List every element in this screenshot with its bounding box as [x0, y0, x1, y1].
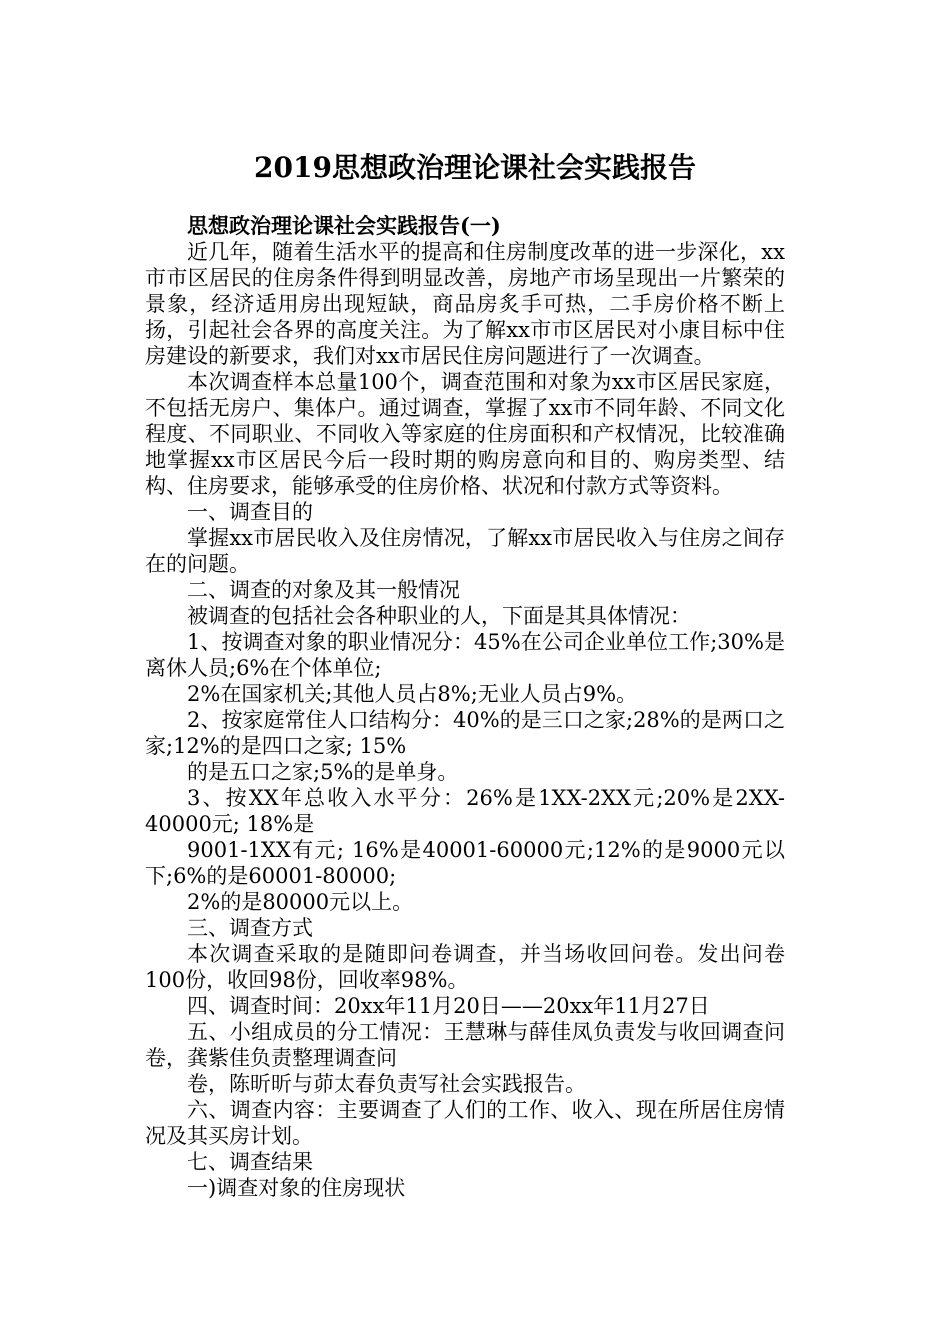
paragraph: 被调查的包括社会各种职业的人，下面是其具体情况： [187, 604, 691, 628]
section-heading: 五、小组成员的分工情况：王慧琳与薛佳凤负责发与收回调查问卷，龚紫佳负责整理调查问 [145, 1020, 785, 1070]
paragraph: 1、按调查对象的职业情况分：45%在公司企业单位工作;30%是离休人员;6%在个体单位; [145, 630, 785, 680]
section-heading: 二、调查的对象及其一般情况 [187, 578, 460, 602]
section-heading: 六、调查内容：主要调查了人们的工作、收入、现在所居住房情况及其买房计划。 [145, 1098, 785, 1148]
section-heading: 七、调查结果 [187, 1150, 313, 1174]
document-title: 2019思想政治理论课社会实践报告 [254, 151, 696, 184]
document-body [145, 213, 785, 1201]
paragraph: 9001-1XX有元; 16%是40001-60000元;12%的是9000元以下;6%的是60001-80000; [145, 838, 785, 888]
section-heading: 一)调查对象的住房现状 [187, 1176, 406, 1200]
section-subtitle: 思想政治理论课社会实践报告(一) [187, 213, 501, 238]
section-heading: 四、调查时间：20xx年11月20日——20xx年11月27日 [187, 994, 710, 1018]
paragraph: 卷，陈昕昕与茆太春负责写社会实践报告。 [187, 1072, 586, 1096]
paragraph: 近几年，随着生活水平的提高和住房制度改革的进一步深化，xx市市区居民的住房条件得到明显改善，房地产市场呈现出一片繁荣的景象，经济适用房出现短缺，商品房炙手可热，二手房价格不断上扬，引起社会各界的高度关注。为了解xx市市区居民对小康目标中住房建设的新要求，我们对xx市居民住房问题进行了一次调查。 [145, 240, 785, 368]
paragraph: 2%的是80000元以上。 [187, 890, 414, 914]
paragraph: 2、按家庭常住人口结构分：40%的是三口之家;28%的是两口之家;12%的是四口之家; 15% [145, 708, 785, 758]
paragraph: 掌握xx市居民收入及住房情况，了解xx市居民收入与住房之间存在的问题。 [145, 526, 785, 576]
paragraph: 3、按XX年总收入水平分：26%是1XX-2XX元;20%是2XX-40000元; 18%是 [145, 786, 785, 836]
section-heading: 一、调查目的 [187, 500, 313, 524]
paragraph: 本次调查采取的是随即问卷调查，并当场收回问卷。发出问卷100份，收回98份，回收率98%。 [145, 942, 785, 992]
paragraph: 的是五口之家;5%的是单身。 [187, 760, 459, 784]
section-heading: 三、调查方式 [187, 916, 313, 940]
paragraph: 本次调查样本总量100个，调查范围和对象为xx市区居民家庭，不包括无房户、集体户。通过调查，掌握了xx市不同年龄、不同文化程度、不同职业、不同收入等家庭的住房面积和产权情况，比较准确地掌握xx市区居民今后一段时期的购房意向和目的、购房类型、结构、住房要求，能够承受的住房价格、状况和付款方式等资料。 [145, 370, 785, 498]
paragraph: 2%在国家机关;其他人员占8%;无业人员占9%。 [187, 682, 638, 706]
